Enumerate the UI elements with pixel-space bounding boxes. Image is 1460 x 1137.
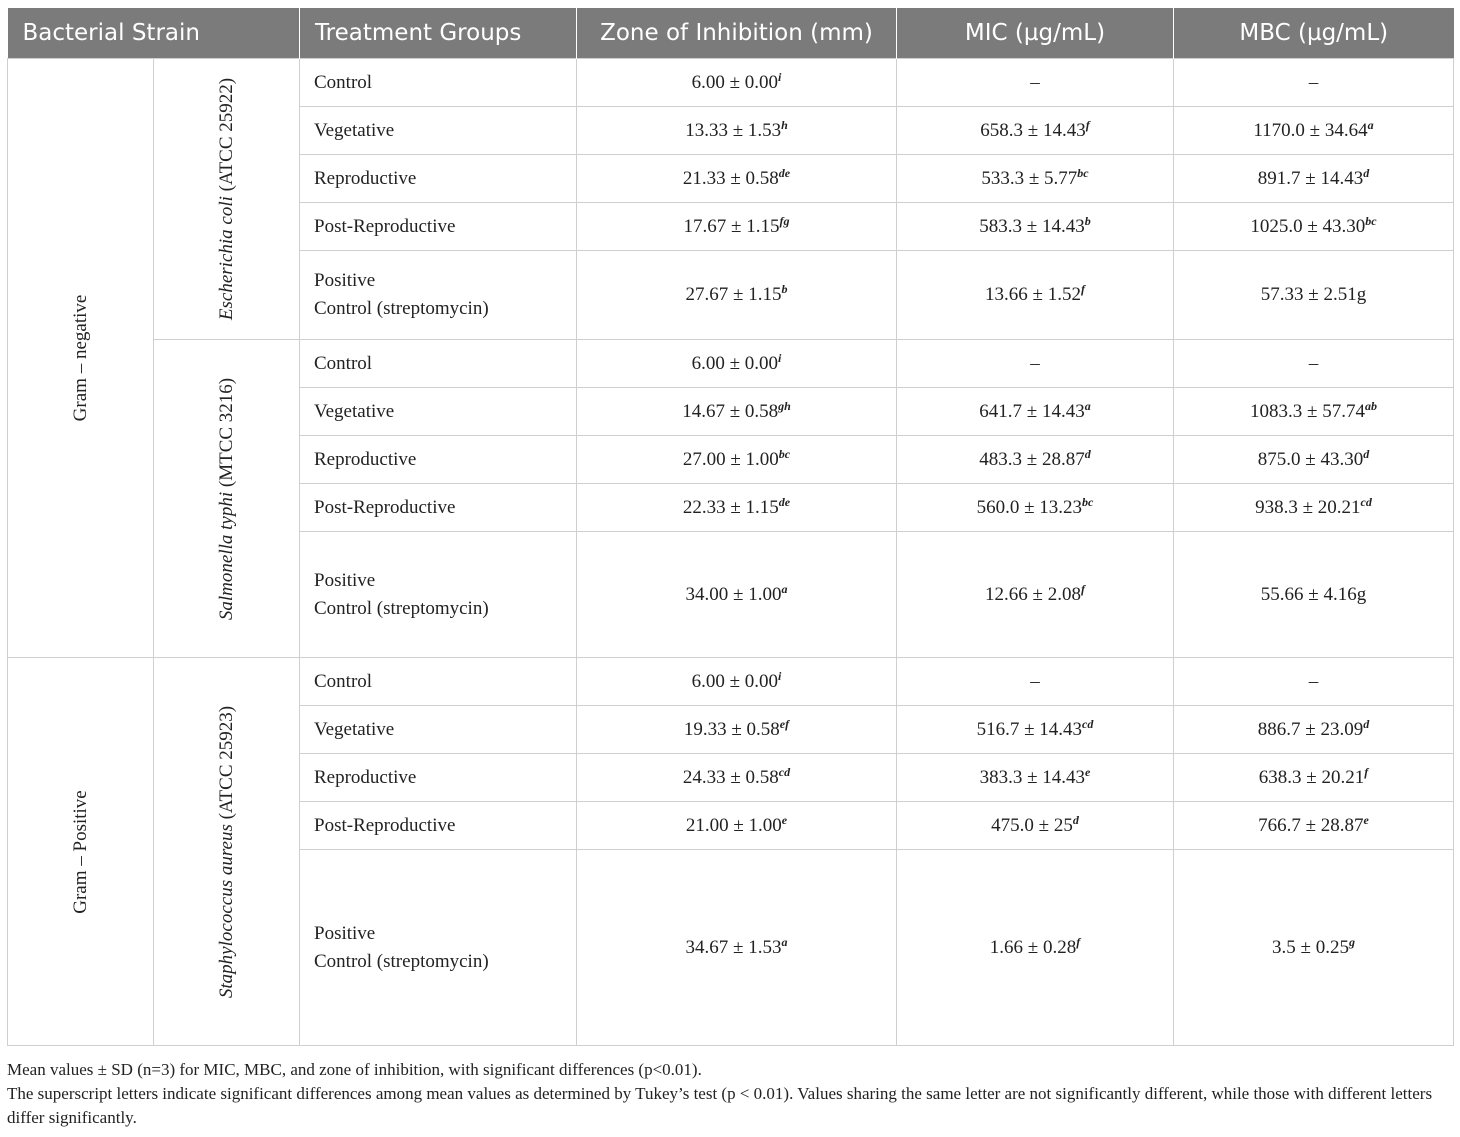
mbc-cell: – [1174,59,1454,107]
header-treatment-groups: Treatment Groups [300,8,577,59]
header-zone-of-inhibition: Zone of Inhibition (mm) [577,8,897,59]
mic-cell: $475.0 \pm 25^d$ [897,802,1174,850]
mbc-cell: 875.0 ± 43.30$^d$ [1174,436,1454,484]
mic-cell: 12.66 ± 2.08$^f$ [897,532,1174,658]
zone-cell: 27.00 ± 1.00$^{bc}$ [577,436,897,484]
gram-group-label: Gram – Positive [69,789,91,914]
table-row [8,340,1454,388]
header-bacterial-strain: Bacterial Strain [8,8,300,59]
treatment-cell: Positive Control (streptomycin) [300,251,577,340]
zone-cell: 34.67 ± 1.53$^a$ [577,850,897,1046]
treatment-cell: Vegetative [300,706,577,754]
table-row [8,658,1454,706]
mbc-cell: 3.5 ± 0.25$^g$ [1174,850,1454,1046]
header-row [8,8,1454,59]
mic-cell: – [897,59,1174,107]
treatment-cell: Control [300,658,577,706]
treatment-cell: Positive Control (streptomycin) [300,850,577,1046]
mic-cell: – [897,340,1174,388]
treatment-cell: Control [300,340,577,388]
treatment-cell: Vegetative [300,388,577,436]
mbc-cell: – [1174,658,1454,706]
zone-cell: $6.00 \pm 0.00^i$ [577,658,897,706]
mbc-cell: 55.66 ± 4.16g [1174,532,1454,658]
mic-cell: 483.3 ± 28.87$^d$ [897,436,1174,484]
treatment-cell: Reproductive [300,155,577,203]
footnote: Mean values ± SD (n=3) for MIC, MBC, and zone of inhibition, with significant differences (p<0.01). [7,1060,702,1079]
mbc-cell: 891.7 ± 14.43$^d$ [1174,155,1454,203]
strain-cell [154,59,300,340]
gram-group-cell [8,658,154,1046]
gram-group-cell [8,59,154,658]
zone-cell: 14.67 ± 0.58$^{gh}$ [577,388,897,436]
zone-cell: 22.33 ± 1.15de [577,484,897,532]
treatment-cell: Vegetative [300,107,577,155]
mbc-cell: – [1174,340,1454,388]
treatment-cell: Control [300,59,577,107]
strain-cell [154,658,300,1046]
mbc-cell: 638.3 ± 20.21$^f$ [1174,754,1454,802]
mic-cell: 13.66 ± 1.52$^f$ [897,251,1174,340]
zone-cell: 19.33 ± 0.58$^{ef}$ [577,706,897,754]
zone-cell: 13.33 ± 1.53$^h$ [577,107,897,155]
mic-cell: – [897,658,1174,706]
mbc-cell: 1025.0 ± 43.30$^{bc}$ [1174,203,1454,251]
strain-cell [154,340,300,658]
mic-cell: 641.7 ± 14.43$^a$ [897,388,1174,436]
treatment-cell: Reproductive [300,754,577,802]
table-row [8,59,1454,107]
treatment-cell: Post-Reproductive [300,802,577,850]
table-footnotes [7,1058,1453,1130]
mic-cell: 583.3 ± 14.43$^b$ [897,203,1174,251]
gram-group-label: Gram – negative [69,294,91,422]
mic-cell: 658.3 ± 14.43$^f$ [897,107,1174,155]
header-mic: MIC (µg/mL) [897,8,1174,59]
mbc-cell: 886.7 ± 23.09$^d$ [1174,706,1454,754]
strain-label: Escherichia coli (ATCC 25922) [215,77,237,321]
mbc-cell: 1170.0 ± 34.64$^a$ [1174,107,1454,155]
strain-label: Salmonella typhi (MTCC 3216) [215,377,237,620]
mbc-cell: 1083.3 ± 57.74$^{ab}$ [1174,388,1454,436]
strain-label: Staphylococcus aureus (ATCC 25923) [215,705,237,998]
mbc-cell: 938.3 ± 20.21$^{cd}$ [1174,484,1454,532]
zone-cell: 21.00 ± 1.00$^e$ [577,802,897,850]
mbc-cell: 766.7 ± 28.87$^e$ [1174,802,1454,850]
treatment-cell: Post-Reproductive [300,484,577,532]
mic-cell: 533.3 ± 5.77$^{bc}$ [897,155,1174,203]
mic-cell: 383.3 ± 14.43$^e$ [897,754,1174,802]
results-table [7,8,1454,1046]
zone-cell: 21.33 ± 0.58de [577,155,897,203]
mic-cell: 516.7 ± 14.43$^{cd}$ [897,706,1174,754]
treatment-cell: Positive Control (streptomycin) [300,532,577,658]
zone-cell: 17.67 ± 1.15$^{fg}$ [577,203,897,251]
zone-cell: $6.00 \pm 0.00^i$ [577,59,897,107]
footnote: The superscript letters indicate significant differences among mean values as determined by Tukey’s test (p < 0.01). Values sharing the same letter are not significantly different, while those with different letters differ significantly. [7,1084,1433,1127]
zone-cell: 34.00 ± 1.00$^a$ [577,532,897,658]
treatment-cell: Reproductive [300,436,577,484]
zone-cell: $6.00 \pm 0.00^i$ [577,340,897,388]
mbc-cell: 57.33 ± 2.51g [1174,251,1454,340]
zone-cell: 24.33 ± 0.58$^{cd}$ [577,754,897,802]
mic-cell: 1.66 ± 0.28$^f$ [897,850,1174,1046]
header-mbc: MBC (µg/mL) [1174,8,1454,59]
mic-cell: 560.0 ± 13.23$^{bc}$ [897,484,1174,532]
treatment-cell: Post-Reproductive [300,203,577,251]
zone-cell: 27.67 ± 1.15$^b$ [577,251,897,340]
